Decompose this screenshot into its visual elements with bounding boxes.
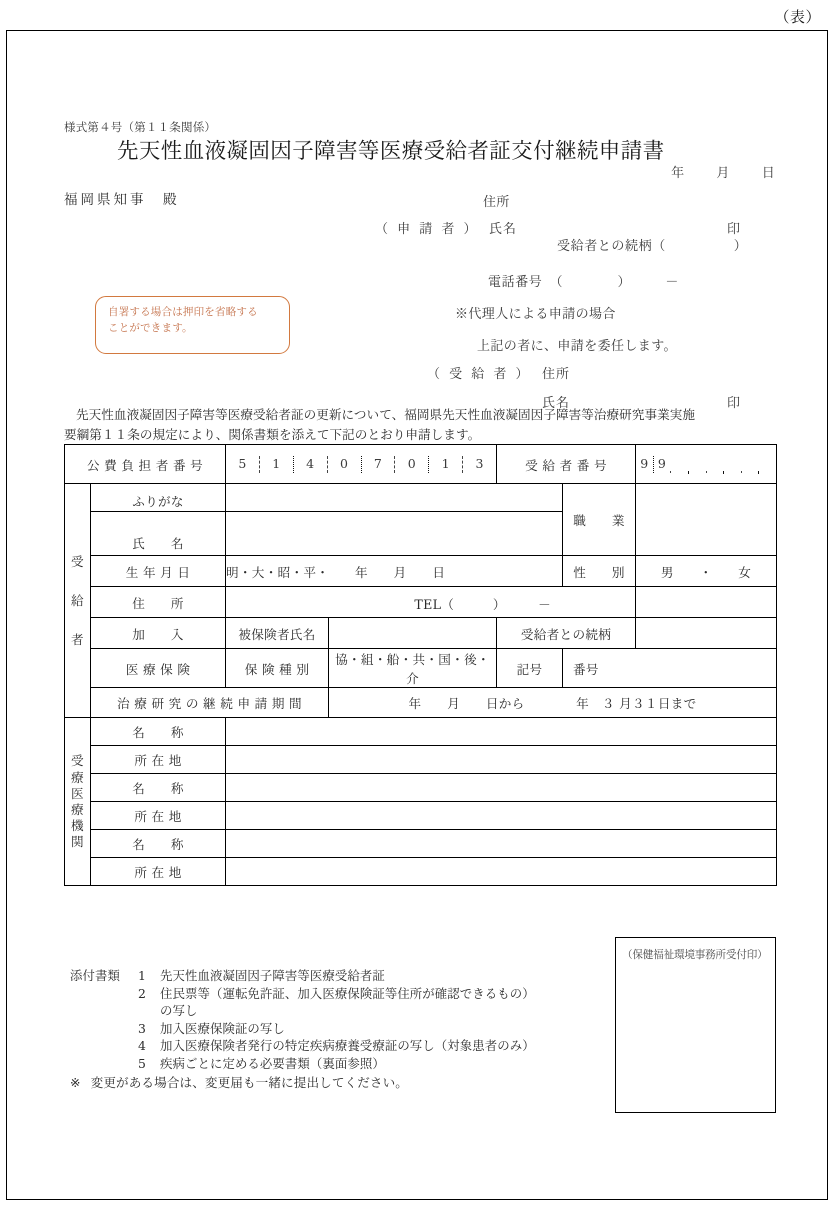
name-label: 氏 名 <box>91 512 226 556</box>
side-char: 受 <box>71 753 84 769</box>
birthdate-value[interactable]: 明・大・昭・平・ 年 月 日 <box>226 556 563 587</box>
page-title: 先天性血液凝固因子障害等医療受給者証交付継続申請書 <box>117 139 665 164</box>
institution-location-label: 所 在 地 <box>91 746 226 774</box>
applicant-seal-label: 印 <box>727 222 741 237</box>
institution-location-value[interactable] <box>226 746 777 774</box>
digit-cell[interactable]: 9 <box>640 455 649 471</box>
gender-value[interactable]: 男 ・ 女 <box>636 556 777 587</box>
application-table <box>64 444 777 886</box>
side-label-institution <box>65 718 91 886</box>
address-spacer <box>636 587 777 618</box>
institution-location-value[interactable] <box>226 858 777 886</box>
digit-cell[interactable]: 9 <box>653 456 671 473</box>
attachment-text: の写し <box>160 1003 198 1019</box>
recipient-label: （ 受 給 者 ） <box>427 367 532 382</box>
side-char: 療 <box>71 769 84 785</box>
birthdate-label: 生 年 月 日 <box>91 556 226 587</box>
recipient-number-grid <box>636 456 776 473</box>
institution-name-value[interactable] <box>226 830 777 858</box>
side-char: 給 <box>71 592 84 608</box>
insurance-type-value[interactable]: 協・組・船・共・国・後・介 <box>329 649 497 688</box>
insured-relation-label: 受給者との続柄 <box>497 618 636 649</box>
public-expense-label-cell: 公 費 負 担 者 番 号 <box>65 445 226 484</box>
institution-name-label: 名 称 <box>91 774 226 802</box>
digit-cell[interactable] <box>670 471 688 473</box>
period-value[interactable]: 年 月 日から 年 ３ 月３１日まで <box>329 688 777 718</box>
side-char: 医 <box>71 785 84 801</box>
recipient-seal-label: 印 <box>727 396 741 411</box>
form-number: 様式第４号（第１１条関係） <box>64 120 217 134</box>
attachment-number: 4 <box>138 1038 146 1054</box>
side-char: 者 <box>71 632 84 648</box>
address-label: 住 所 <box>91 587 226 618</box>
statement-line-2: 要綱第１１条の規定により、関係書類を添えて下記のとおり申請します。 <box>64 426 481 442</box>
insurance-symbol-label: 記号 <box>497 649 563 688</box>
digit-cell[interactable]: 4 <box>293 456 327 473</box>
digit-cell[interactable] <box>688 471 706 473</box>
side-char: 関 <box>71 834 84 850</box>
digit-cell[interactable] <box>706 471 724 473</box>
applicant-label: （ 申 請 者 ） <box>375 222 480 237</box>
statement-line-1: 先天性血液凝固因子障害等医療受給者証の更新について、福岡県先天性血液凝固因子障害等治療研究事業実施 <box>76 407 696 422</box>
attachment-text: 先天性血液凝固因子障害等医療受給者証 <box>160 968 385 983</box>
attachment-number: 1 <box>138 968 146 983</box>
entrust-statement: 上記の者に、申請を委任します。 <box>477 339 677 354</box>
addressee: 福岡県知事 殿 <box>64 192 180 208</box>
side-char: 機 <box>71 818 84 834</box>
insured-name-label: 被保険者氏名 <box>226 618 329 649</box>
submission-date-line <box>671 162 775 181</box>
receipt-stamp-box <box>615 937 776 1113</box>
attachments-block <box>70 967 535 1073</box>
digit-cell[interactable]: 0 <box>327 456 361 473</box>
address-value[interactable] <box>226 587 636 618</box>
gender-label: 性 別 <box>563 556 636 587</box>
side-char: 受 <box>71 553 84 569</box>
attachment-number <box>138 1002 160 1020</box>
insurance-number-label: 番号 <box>563 649 777 688</box>
date-year-label: 年 <box>671 166 685 181</box>
digit-cell[interactable] <box>723 471 741 473</box>
attachment-number: 5 <box>138 1056 146 1072</box>
institution-location-label: 所 在 地 <box>91 802 226 830</box>
note-text: 変更がある場合は、変更届も一緒に提出してください。 <box>90 1075 408 1090</box>
digit-cell[interactable]: 1 <box>259 456 293 473</box>
insurance-label-line-1: 加 入 <box>91 618 226 649</box>
public-expense-digits-cell <box>226 445 497 484</box>
proxy-note: ※代理人による申請の場合 <box>455 307 616 322</box>
attachment-text: 加入医療保険証の写し <box>160 1020 285 1036</box>
furigana-label: ふりがな <box>91 484 226 512</box>
institution-name-label: 名 称 <box>91 718 226 746</box>
insurance-label-line-2: 医 療 保 険 <box>91 649 226 688</box>
institution-location-label: 所 在 地 <box>91 858 226 886</box>
period-label: 治 療 研 究 の 継 続 申 請 期 間 <box>91 688 329 718</box>
digit-cell[interactable]: 3 <box>462 456 496 473</box>
digit-cell[interactable]: 5 <box>238 455 247 471</box>
digit-cell[interactable]: 7 <box>361 456 395 473</box>
side-label-recipient <box>65 484 91 718</box>
attachments-grid <box>70 967 535 1073</box>
tel-value: TEL（ ） － <box>414 597 552 612</box>
callout-line-2: ことができます。 <box>108 321 193 334</box>
applicant-name-label: 氏名 <box>489 222 518 237</box>
recipient-name-label: 氏名 <box>542 396 571 411</box>
change-notice <box>70 1072 408 1091</box>
public-expense-grid <box>226 456 496 473</box>
note-mark: ※ <box>70 1075 81 1090</box>
date-day-label: 日 <box>761 166 775 181</box>
institution-location-value[interactable] <box>226 802 777 830</box>
applicant-address-label: 住所 <box>483 195 510 210</box>
application-statement <box>64 405 776 444</box>
callout-line-1: 自署する場合は押印を省略する <box>108 306 258 318</box>
recipient-number-label-cell: 受 給 者 番 号 <box>497 445 636 484</box>
applicant-tel-label: 電話番号 （ ） － <box>488 275 680 290</box>
insured-relation-value[interactable] <box>636 618 777 649</box>
attachment-text: 住民票等（運転免許証、加入医療保険証等住所が確認できるもの） <box>160 985 535 1001</box>
digit-cell[interactable] <box>741 471 759 473</box>
receipt-stamp-caption: （保健福祉環境事務所受付印） <box>622 949 768 961</box>
attachment-text: 加入医療保険者発行の特定疾病療養受療証の写し（対象患者のみ） <box>160 1038 535 1054</box>
institution-name-label: 名 称 <box>91 830 226 858</box>
insured-name-value[interactable] <box>329 618 497 649</box>
page-side-mark: （表） <box>774 8 821 26</box>
attachment-number: 2 <box>138 985 146 1001</box>
institution-name-value[interactable] <box>226 774 777 802</box>
side-char: 療 <box>71 802 84 817</box>
furigana-value[interactable] <box>226 484 563 512</box>
institution-name-value[interactable] <box>226 718 777 746</box>
seal-omission-callout <box>95 296 290 354</box>
form-sheet <box>6 30 828 1200</box>
digit-cell[interactable]: 1 <box>428 456 462 473</box>
date-month-label: 月 <box>716 166 730 181</box>
applicant-relation-label: 受給者との続柄（ ） <box>557 239 748 254</box>
recipient-number-digits-cell <box>636 445 777 484</box>
attachments-heading: 添付書類 <box>70 968 120 983</box>
insurance-type-label: 保 険 種 別 <box>226 649 329 688</box>
occupation-value[interactable] <box>636 484 777 556</box>
recipient-address-label: 住所 <box>542 367 571 382</box>
digit-cell[interactable]: 0 <box>394 456 428 473</box>
attachment-text: 疾病ごとに定める必要書類（裏面参照） <box>160 1056 385 1072</box>
digit-cell[interactable] <box>758 471 776 473</box>
name-value[interactable] <box>226 512 563 556</box>
occupation-label: 職 業 <box>563 484 636 556</box>
attachment-number: 3 <box>138 1020 146 1036</box>
